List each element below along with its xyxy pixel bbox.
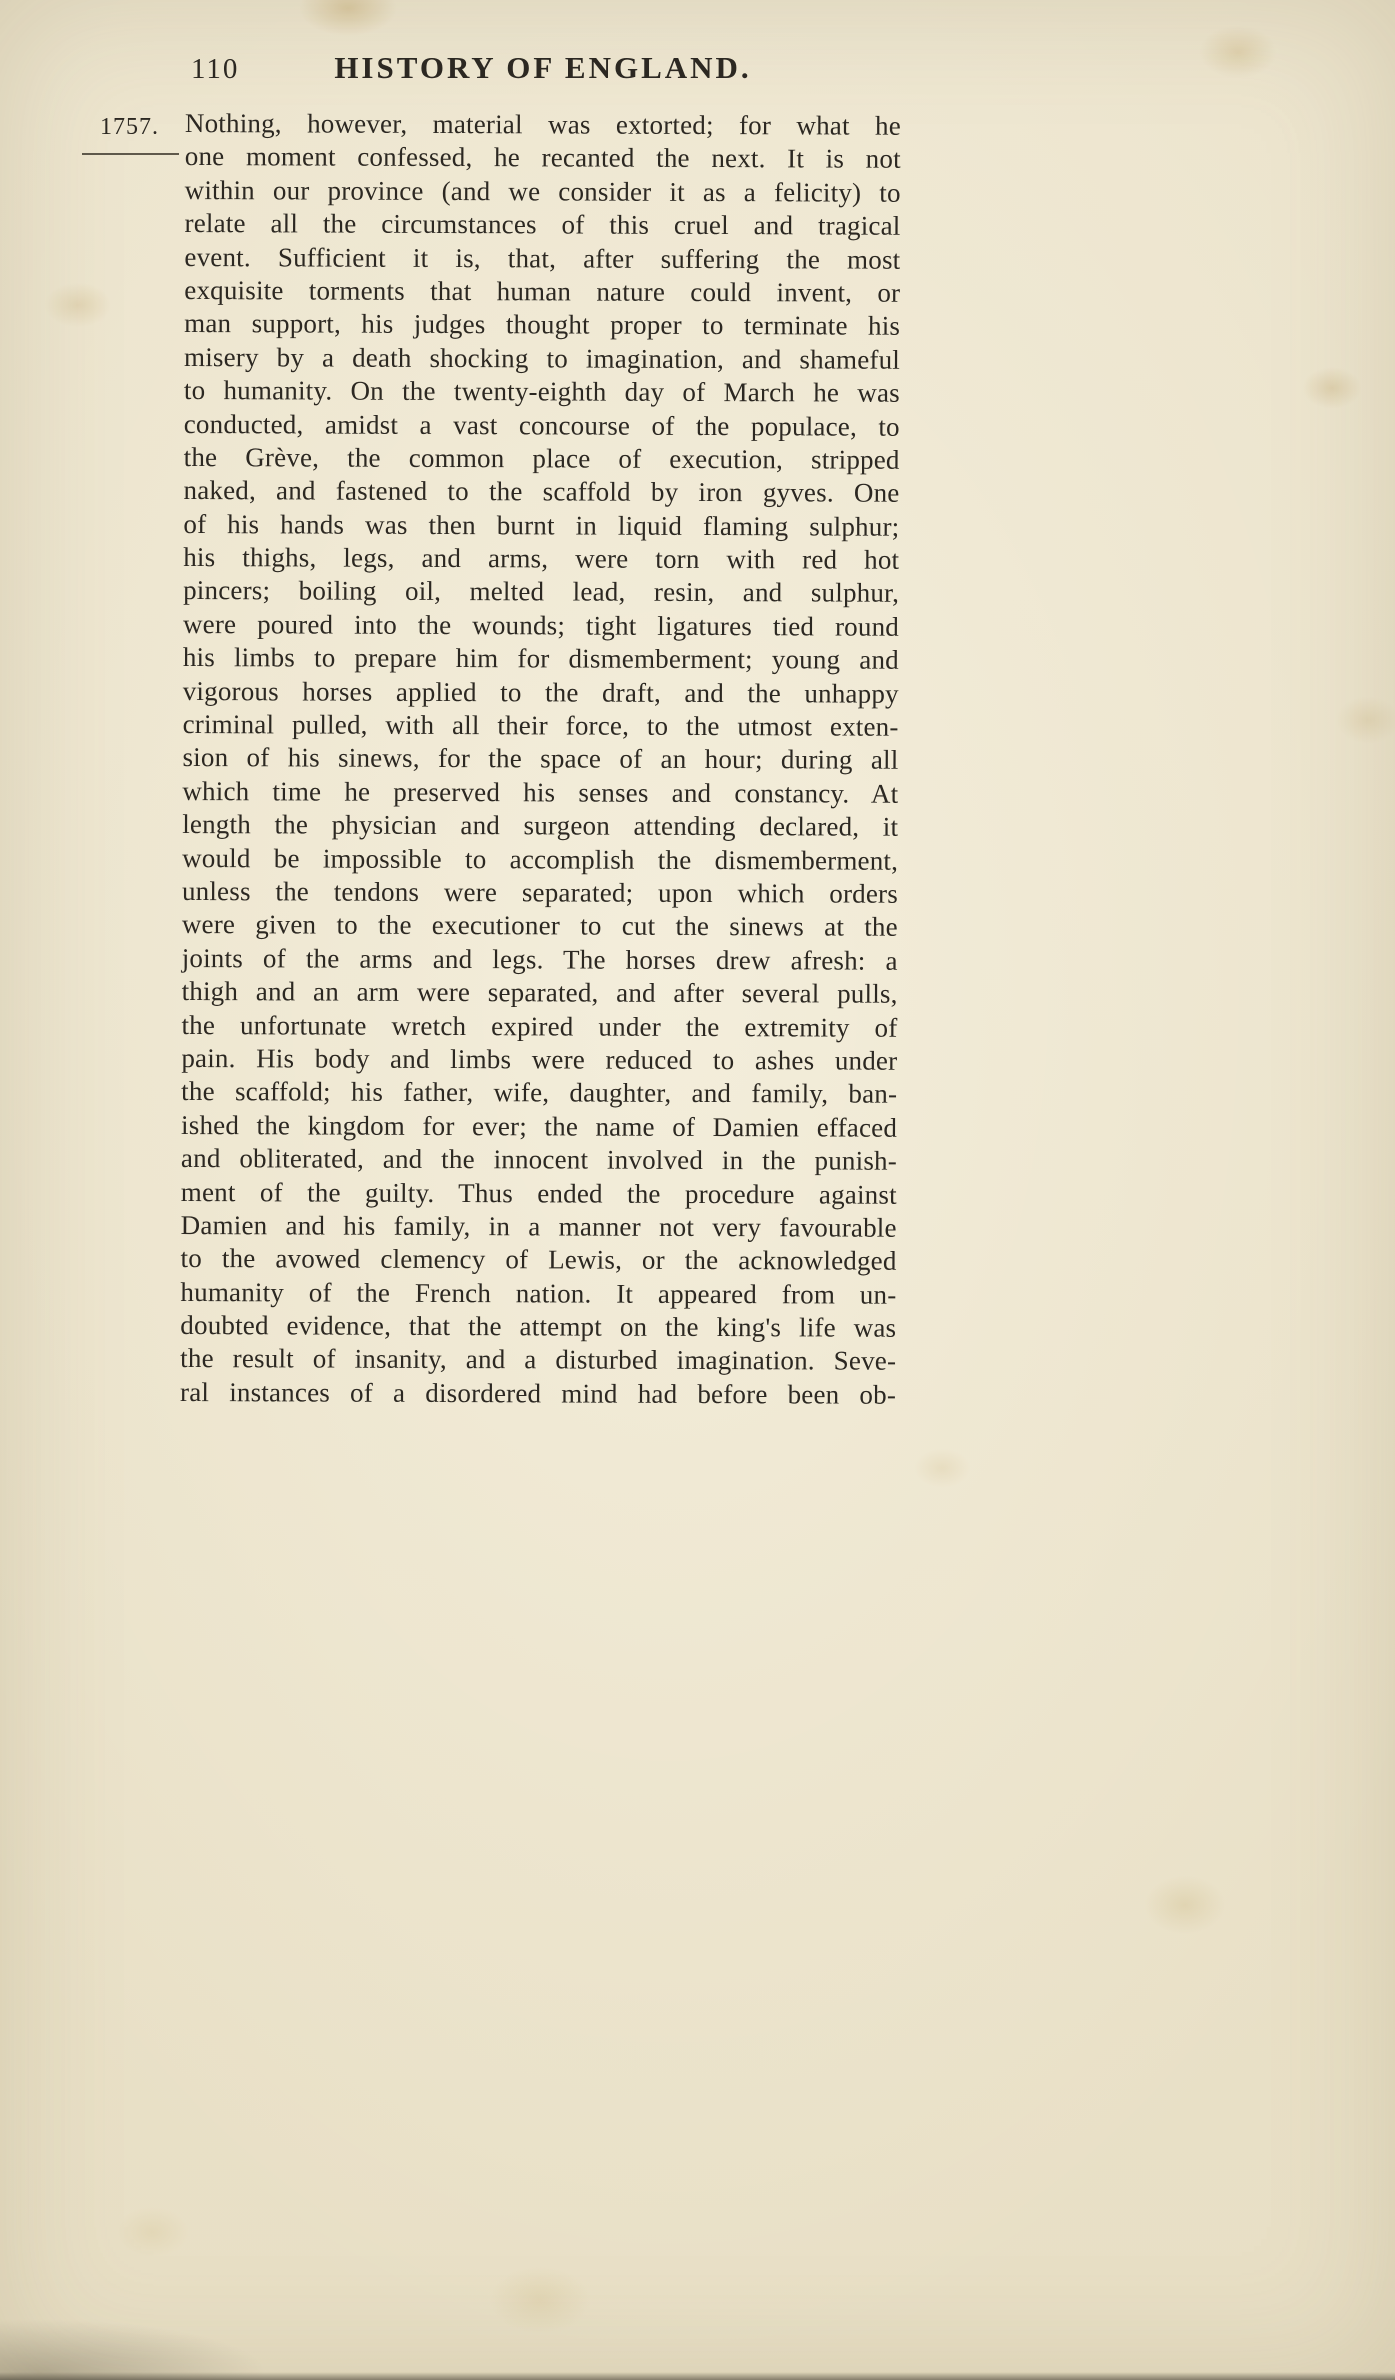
text-line: relate all the circumstances of this cruel and tragical: [184, 208, 901, 241]
text-line: the result of insanity, and a disturbed imagination. Seve-: [180, 1343, 897, 1377]
text-line: his thighs, legs, and arms, were torn with red hot: [183, 542, 900, 575]
margin-rule: [82, 153, 179, 155]
body-text: [180, 107, 901, 1412]
scan-bottom-edge: [0, 2372, 1395, 2380]
text-line: Damien and his family, in a manner not very favourable: [180, 1209, 897, 1243]
text-line: were poured into the wounds; tight ligatures tied round: [182, 608, 900, 642]
text-line: misery by a death shocking to imagination, and shameful: [183, 341, 901, 375]
text-line: ment of the guilty. Thus ended the procedure against: [180, 1176, 897, 1210]
text-line: criminal pulled, with all their force, to the utmost exten-: [182, 709, 899, 742]
text-line: doubted evidence, that the attempt on the king's life was: [180, 1310, 897, 1343]
text-line: man support, his judges thought proper to terminate his: [184, 308, 901, 342]
text-line: the Grève, the common place of execution, stripped: [183, 441, 900, 475]
text-line: and obliterated, and the innocent involved in the punish-: [180, 1143, 898, 1176]
text-line: Nothing, however, material was extorted; for what he: [184, 107, 901, 141]
running-title: HISTORY OF ENGLAND.: [334, 50, 752, 85]
page-number: 110: [191, 53, 240, 85]
text-line: event. Sufficient it is, that, after suffering the most: [184, 241, 901, 275]
text-line: conducted, amidst a vast concourse of the populace, to: [183, 408, 900, 442]
text-line: joints of the arms and legs. The horses drew afresh: a: [181, 942, 898, 976]
text-line: to the avowed clemency of Lewis, or the acknowledged: [180, 1243, 897, 1277]
text-line: of his hands was then burnt in liquid flaming sulphur;: [183, 508, 900, 542]
text-line: pain. His body and limbs were reduced to ashes under: [181, 1042, 898, 1076]
text-line: vigorous horses applied to the draft, and the unhappy: [182, 675, 899, 709]
page-header: [185, 50, 901, 86]
text-line: the scaffold; his father, wife, daughter, and family, ban-: [181, 1076, 898, 1110]
text-line: were given to the executioner to cut the sinews at the: [181, 909, 898, 943]
text-line: exquisite torments that human nature could invent, or: [184, 274, 901, 308]
text-line: naked, and fastened to the scaffold by iron gyves. One: [183, 475, 900, 509]
text-line: would be impossible to accomplish the dismemberment,: [182, 842, 899, 876]
text-line: pincers; boiling oil, melted lead, resin, and sulphur,: [183, 575, 900, 609]
text-line: sion of his sinews, for the space of an hour; during all: [182, 742, 899, 776]
text-line: which time he preserved his senses and constancy. At: [182, 775, 899, 809]
text-line: thigh and an arm were separated, and after several pulls,: [181, 976, 898, 1009]
text-line: length the physician and surgeon attending declared, it: [182, 809, 899, 842]
text-line: the unfortunate wretch expired under the extremity of: [181, 1009, 898, 1043]
text-line: ral instances of a disordered mind had before been ob-: [180, 1376, 897, 1410]
text-line: ished the kingdom for ever; the name of Damien effaced: [181, 1109, 898, 1143]
text-line: unless the tendons were separated; upon which orders: [181, 875, 899, 909]
text-line: humanity of the French nation. It appeared from un-: [180, 1276, 897, 1310]
margin-year: 1757.: [100, 114, 159, 140]
text-line: within our province (and we consider it as a felicity) to: [184, 174, 901, 208]
text-line: his limbs to prepare him for dismemberment; young and: [182, 642, 899, 675]
text-line: to humanity. On the twenty-eighth day of March he was: [183, 375, 900, 408]
text-line: one moment confessed, he recanted the next. It is not: [184, 141, 901, 175]
